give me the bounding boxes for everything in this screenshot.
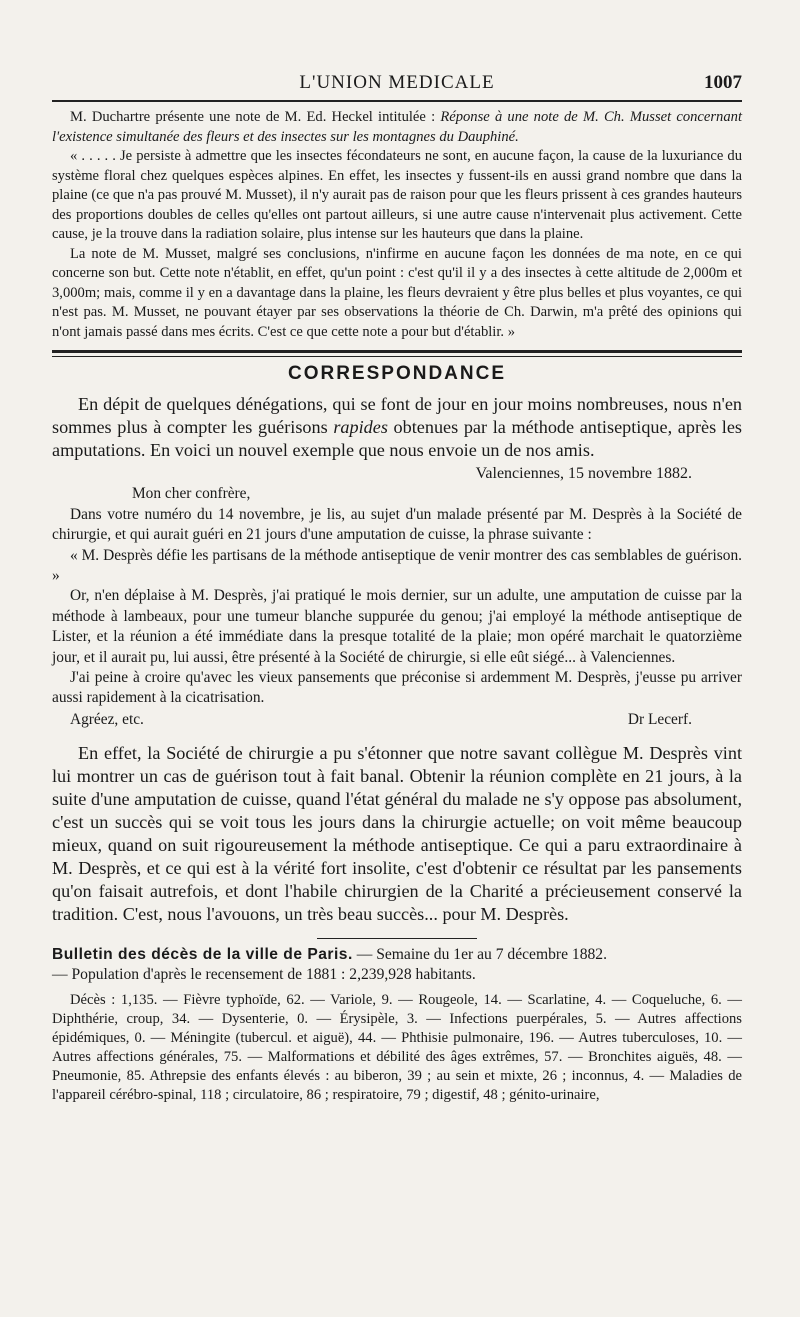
letter-closing: Agréez, etc.: [70, 710, 144, 728]
section-title: CORRESPONDANCE: [287, 363, 507, 384]
letter-salutation: Mon cher confrère,: [132, 485, 251, 503]
bulletin-population: — Population d'après le recensement de 1881 : 2,239,928 habitants.: [52, 965, 476, 983]
letter: [52, 464, 742, 709]
letter-place-date: Valenciennes, 15 novembre 1882.: [475, 465, 692, 482]
section-divider: [52, 350, 742, 357]
correspondance-intro: En dépit de quelques dénégations, qui se font de jour en jour moins nombreuses, nous n'en sommes plus à compter les guérisons rapides obtenues par la méthode antiseptique, après les amputations. En voici un nouvel exemple que nous envoie un de nos amis.: [52, 394, 742, 460]
running-title: L'UNION MEDICALE: [299, 72, 495, 93]
page-header: [52, 70, 742, 96]
letter-paragraph: Or, n'en déplaise à M. Desprès, j'ai pratiqué le mois dernier, sur un adulte, une amputation de cuisse par la méthode à lambeaux, pour une tumeur blanche suppurée du genou; j'ai employé la méthode antiseptique de Lister, et la réunion a été immédiate dans la presque totalité de la plaie; mon opéré marchait le quatorzième jour, et il aurait pu, lui aussi, être présenté à la Société de chirurgie, si elle eût siégé... à Valenciennes.: [52, 587, 742, 666]
heckel-note: [52, 108, 742, 342]
letter-paragraph: « M. Desprès défie les partisans de la méthode antiseptique de venir montrer des cas semblables de guérison. »: [52, 546, 742, 585]
bulletin-rule: [317, 938, 477, 939]
letter-signature: Dr Lecerf.: [627, 710, 692, 728]
journal-page: [52, 70, 742, 1105]
letter-paragraph: J'ai peine à croire qu'avec les vieux pansements que préconise si ardemment M. Desprès, j'eusse pu arriver aussi rapidement à la cicatrisation.: [52, 669, 742, 707]
heckel-quote-1: « . . . . . Je persiste à admettre que les insectes fécondateurs ne sont, en aucune façon, la cause de la luxuriance du système floral chez quelques espèces alpines. En effet, les insectes y fussent-ils en aussi grand nombre que dans la plaine (ce que n'a pas prouvé M. Musset), il n'y aurait pas de raison pour que les fleurs prissent à ces grandes hauteurs des proportions doubles de celles qu'elles ont partout ailleurs, si une autre cause n'intervenait plus activement. Cette cause, je la trouve dans la radiation solaire, plus intense sur les hauteurs que dans la plaine.: [52, 148, 742, 242]
letter-closing-row: [52, 709, 742, 730]
header-rule: [52, 100, 742, 102]
note-title: Réponse à une note de M. Ch. Musset concernant l'existence simultanée des fleurs et des insectes sur les montagnes du Dauphiné.: [52, 109, 743, 145]
page-number: 1007: [704, 72, 742, 93]
bulletin-causes: Décès : 1,135. — Fièvre typhoïde, 62. — Variole, 9. — Rougeole, 14. — Scarlatine, 4. — Coqueluche, 6. — Diphthérie, croup, 34. — Dysenterie, 0. — Érysipèle, 3. — Infections puerpérales, 5. — Autres affections épidémiques, 0. — Méningite (tubercul. et aiguë), 44. — Phthisie pulmonaire, 196. — Autres tuberculoses, 10. — Autres affections générales, 75. — Malformations et débilité des âges extrêmes, 57. — Bronchites aiguës, 48. — Pneumonie, 85. Athrepsie des enfants élevés : au biberon, 39 ; au sein et mixte, 26 ; inconnus, 4. — Maladies de l'appareil cérébro-spinal, 118 ; circulatoire, 86 ; respiratoire, 79 ; digestif, 48 ; génito-urinaire,: [52, 991, 742, 1103]
bulletin-week: — Semaine du 1er au 7 décembre 1882.: [352, 945, 607, 963]
bulletin-header: [52, 945, 742, 985]
heckel-intro: M. Duchartre présente une note de M. Ed. Heckel intitulée : Réponse à une note de M. Ch. Musset concernant l'existence simultanée des fleurs et des insectes sur les montagnes du Dauphiné.: [52, 109, 743, 145]
heckel-quote-2: La note de M. Musset, malgré ses conclusions, n'infirme en aucune façon les données de ma note, en ce qui concerne son but. Cette note n'établit, en effet, qu'un point : c'est qu'il il y a des insectes à cette altitude de 2,000m et 3,000m; mais, comme il y en a davantage dans la plaine, les fleurs devraient y être plus belles et plus voyantes, ce qui n'est pas. M. Musset, ne pouvant étayer par ses observations la théorie de Ch. Darwin, m'a prêté des opinions qui n'ont jamais passé dans mes écrits. C'est ce que cette note a pour but d'établir. »: [52, 245, 742, 340]
bulletin-name: Bulletin des décès de la ville de Paris.: [52, 945, 353, 963]
letter-paragraph: Dans votre numéro du 14 novembre, je lis, au sujet d'un malade présenté par M. Desprès à la Société de chirurgie, et qui aurait guéri en 21 jours d'une amputation de cuisse, la phrase suivante :: [52, 505, 742, 544]
editorial-comment: En effet, la Société de chirurgie a pu s'étonner que notre savant collègue M. Desprès vint lui montrer un cas de guérison tout à fait banal. Obtenir la réunion complète en 21 jours, à la suite d'une amputation de cuisse, quand l'état général du malade ne s'y oppose pas absolument, c'est un succès qui se voit tous les jours dans la chirurgie actuelle; on voit même beaucoup mieux, quand on suit rigoureusement la méthode antiseptique. Ce qui a paru extraordinaire à M. Desprès, et ce qui est à la vérité fort insolite, c'est d'obtenir ce résultat par les pansements qu'on faisait autrefois, et dont l'habile chirurgien de la Charité a précieusement conservé la tradition. C'est, nous l'avouons, un très beau succès... pour M. Desprès.: [52, 742, 742, 924]
